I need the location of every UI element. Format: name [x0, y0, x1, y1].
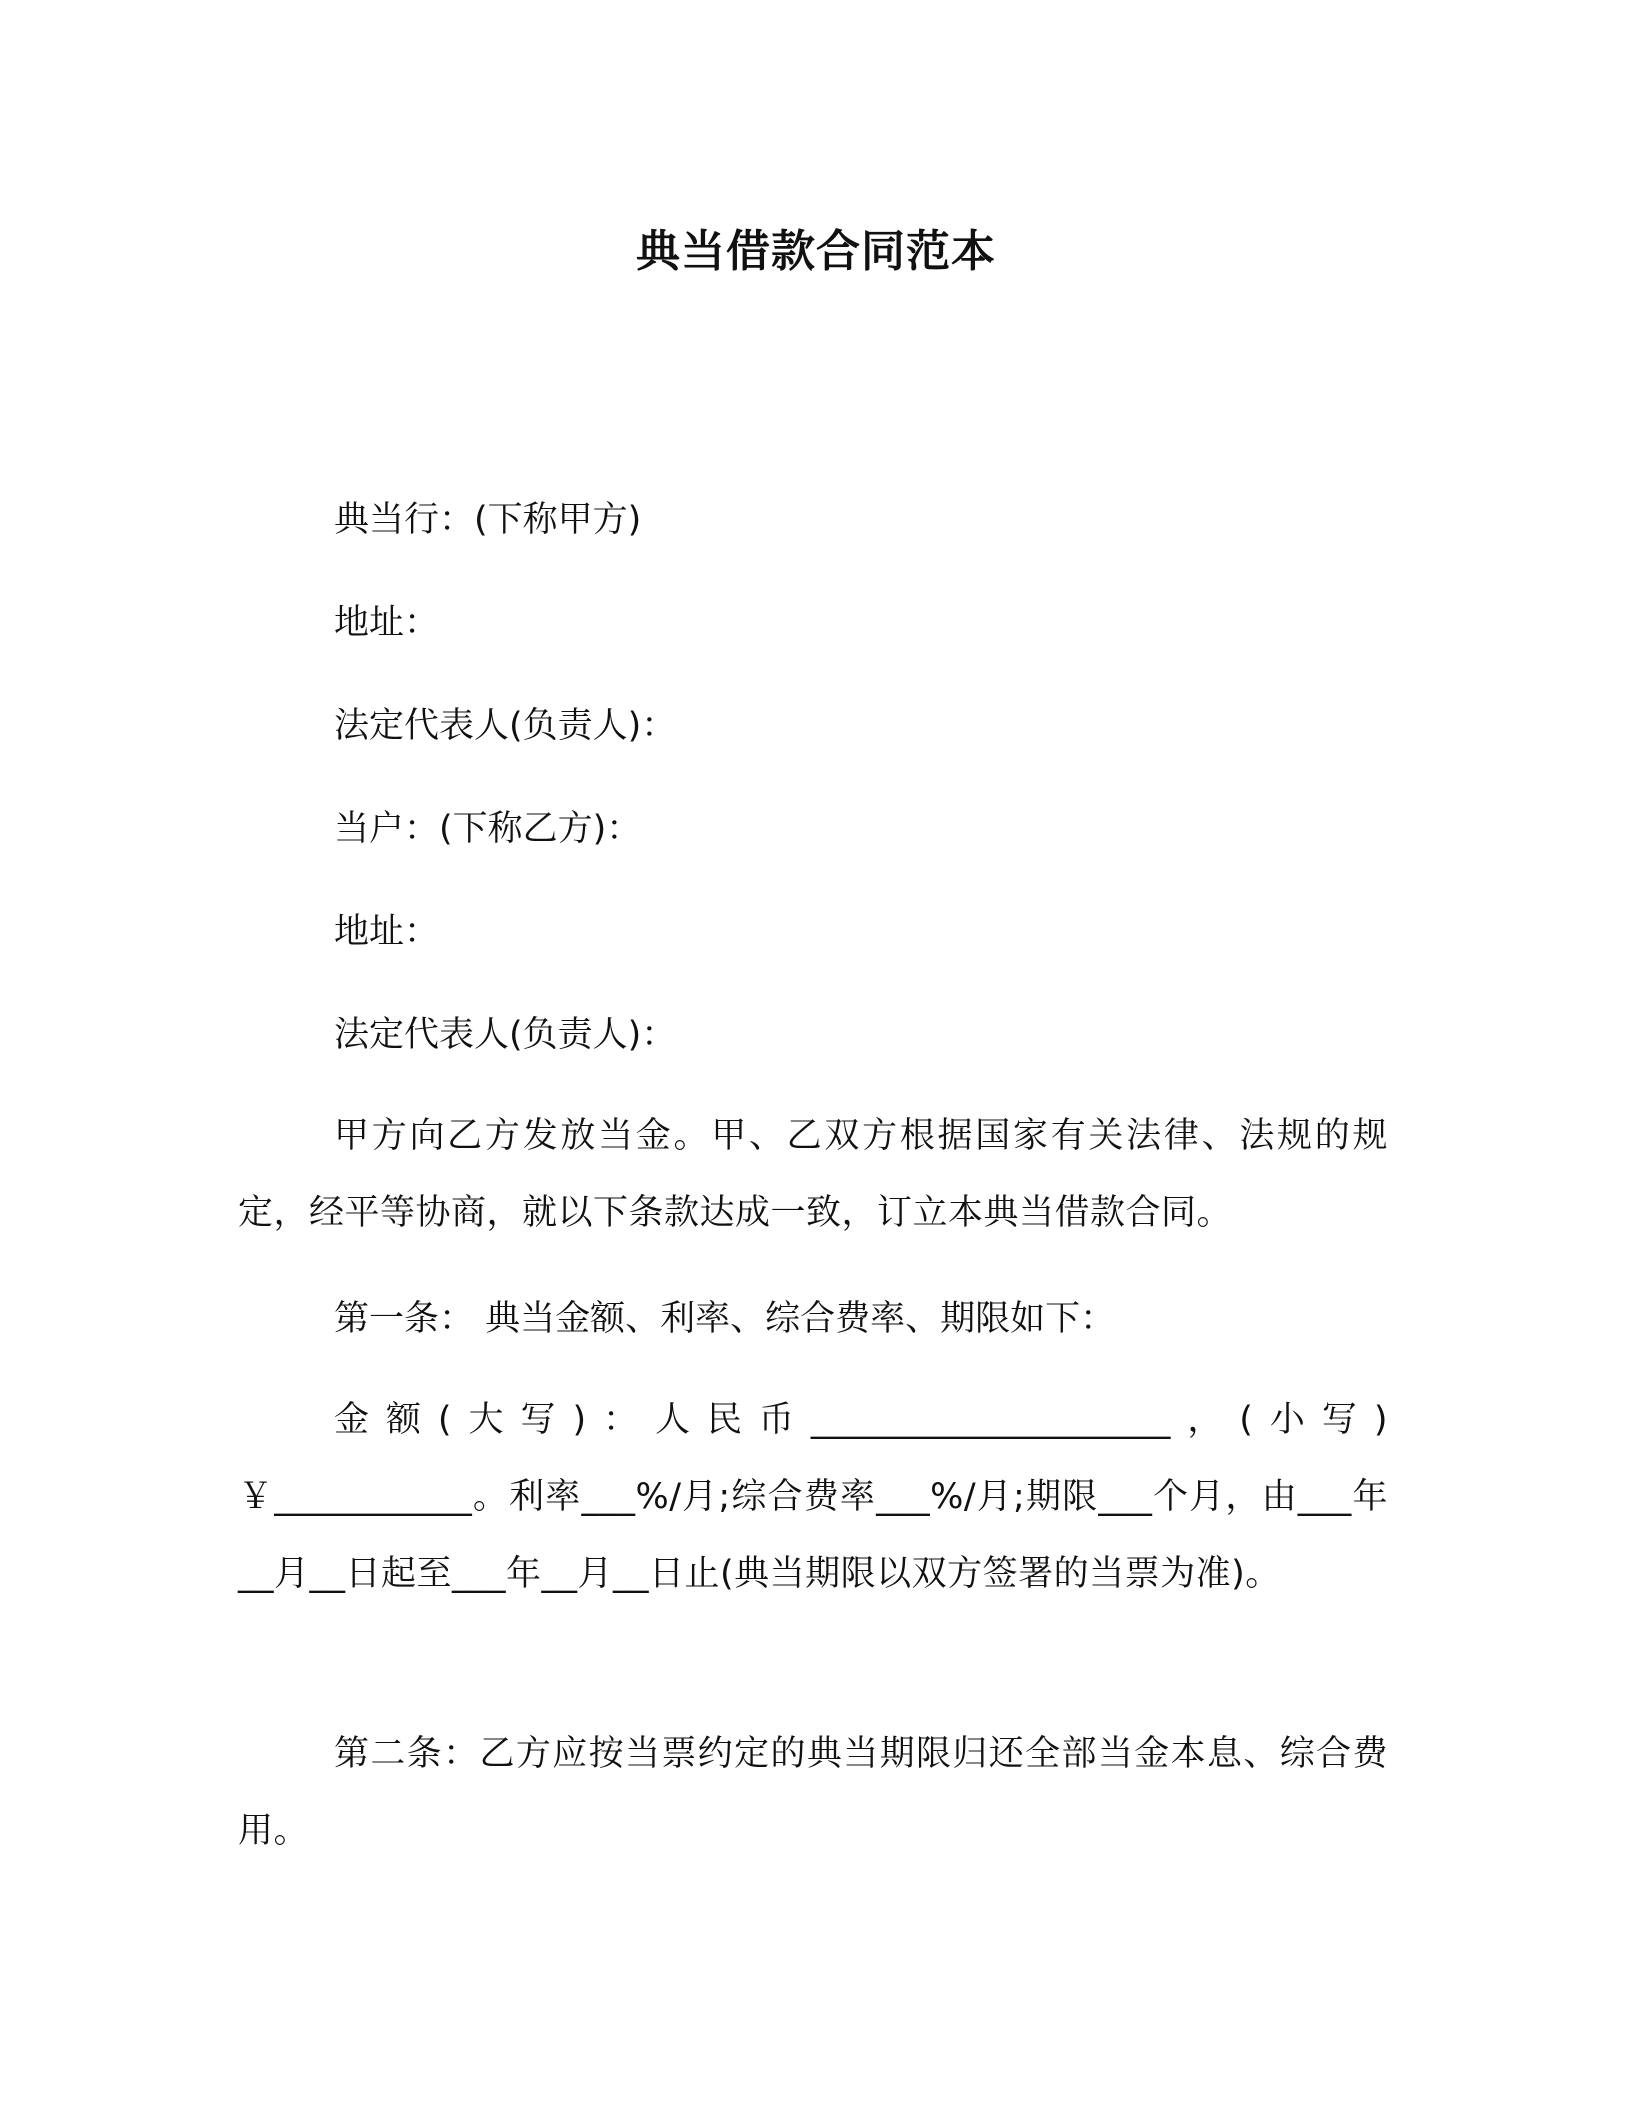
- party-b-address-line: 地址：: [334, 912, 440, 952]
- party-a-pawnshop-line: 典当行：(下称甲方): [334, 500, 642, 540]
- party-b-representative-line: 法定代表人(负责人)：: [334, 1015, 677, 1055]
- party-a-address-line: 地址：: [334, 603, 440, 643]
- document-title: 典当借款合同范本: [636, 226, 996, 277]
- preamble-paragraph: 甲方向乙方发放当金。甲、乙双方根据国家有关法律、法规的规定，经平等协商，就以下条款达成一致，订立本典当借款合同。: [238, 1116, 1388, 1233]
- party-a-representative-line: 法定代表人(负责人)：: [334, 706, 677, 746]
- article-1-heading: 第一条： 典当金额、利率、综合费率、期限如下：: [334, 1299, 1116, 1339]
- party-b-pawner-line: 当户：(下称乙方)：: [334, 809, 642, 849]
- article-2-paragraph: 第二条：乙方应按当票约定的典当期限归还全部当金本息、综合费用。: [238, 1734, 1388, 1851]
- article-1-body: 金额(大写)：人民币____________________，(小写)￥___________。利率___%/月;综合费率___%/月;期限___个月，由___年__月__日起至___年__月__日止(典当期限以双方签署的当票为准)。: [238, 1400, 1388, 1594]
